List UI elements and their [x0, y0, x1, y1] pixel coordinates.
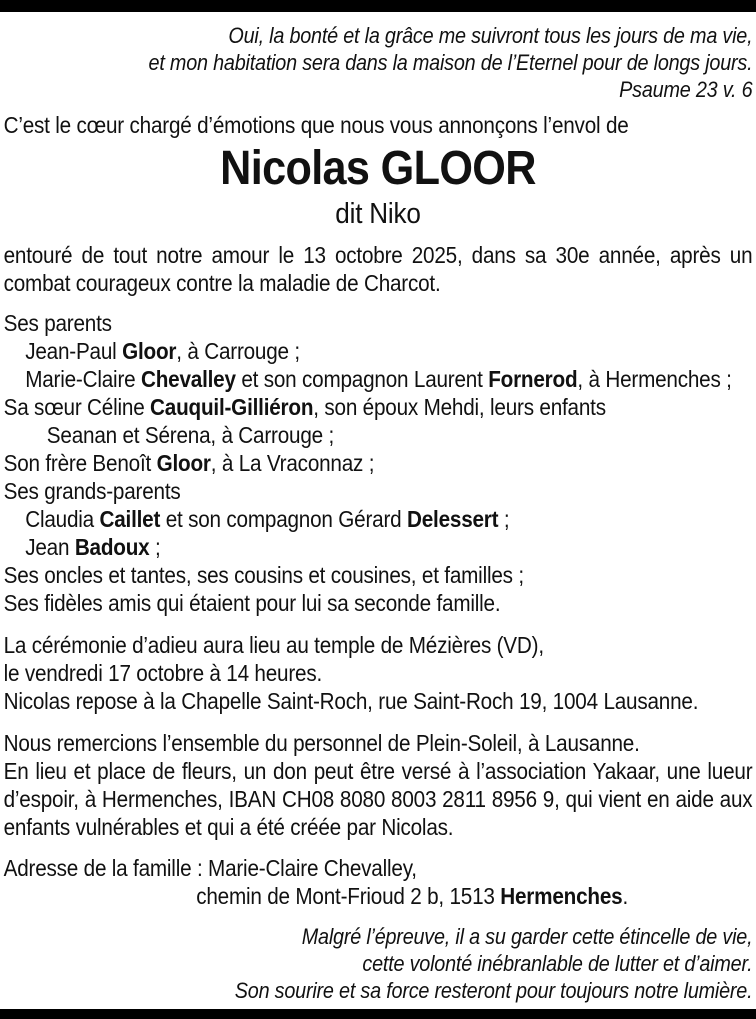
death-details: entouré de tout notre amour le 13 octobre 2025, dans sa 30e année, après un combat courageux contre la maladie de Charcot.: [3, 242, 753, 296]
family-line: Ses oncles et tantes, ses cousins et cousines, et familles ;: [3, 562, 524, 588]
closing-quote: [4, 923, 753, 1004]
family-line: Ses fidèles amis qui étaient pour lui sa seconde famille.: [3, 590, 501, 616]
address-line-2: chemin de Mont-Frioud 2 b, 1513 Hermenches.: [196, 883, 629, 909]
text-line: Malgré l’épreuve, il a su garder cette étincelle de vie,: [301, 924, 753, 949]
family-list: [4, 309, 753, 617]
family-line: Ses grands-parents: [3, 478, 181, 504]
bottom-border: [0, 1009, 756, 1019]
text-line: cette volonté inébranlable de lutter et d’aimer.: [362, 951, 753, 976]
text-line: La cérémonie d’adieu aura lieu au temple de Mézières (VD),: [3, 632, 544, 658]
obituary-page: [0, 12, 756, 1009]
family-line: Seanan et Sérena, à Carrouge ;: [46, 422, 335, 448]
ceremony-info: [4, 631, 753, 715]
text-line: et mon habitation sera dans la maison de l’Eternel pour de longs jours.: [148, 50, 753, 75]
deceased-nickname: dit Niko: [335, 198, 421, 230]
family-line: Marie-Claire Chevalley et son compagnon Laurent Fornerod, à Hermenches ;: [25, 366, 732, 392]
text-line: Oui, la bonté et la grâce me suivront tous les jours de ma vie,: [228, 23, 753, 48]
family-address: [4, 854, 753, 910]
text-line: Nicolas repose à la Chapelle Saint-Roch, rue Saint-Roch 19, 1004 Lausanne.: [3, 688, 699, 714]
text-line: Psaume 23 v. 6: [619, 77, 753, 102]
announcement-intro: C’est le cœur chargé d’émotions que nous vous annonçons l’envol de: [3, 112, 629, 138]
family-line: Jean Badoux ;: [25, 534, 161, 560]
family-line: Ses parents: [3, 310, 112, 336]
family-line: Jean-Paul Gloor, à Carrouge ;: [25, 338, 300, 364]
deceased-name: Nicolas GLOOR: [220, 142, 536, 195]
text-line: Son sourire et sa force resteront pour toujours notre lumière.: [234, 978, 753, 1003]
donation-text: En lieu et place de fleurs, un don peut être versé à l’association Yakaar, une lueur d’espoir, à Hermenches, IBAN CH08 8080 8003 2811 8956 9, qui vient en aide aux enfants vulnérables et qui a été créée par Nicolas.: [3, 758, 753, 840]
top-border: [0, 0, 756, 12]
text-line: le vendredi 17 octobre à 14 heures.: [3, 660, 323, 686]
thanks-donation-section: [4, 729, 753, 841]
thanks-line: Nous remercions l’ensemble du personnel de Plein-Soleil, à Lausanne.: [3, 730, 640, 756]
psalm-quote: [4, 22, 753, 103]
address-line-1: Adresse de la famille : Marie-Claire Chevalley,: [3, 855, 417, 881]
family-line: Sa sœur Céline Cauquil-Gilliéron, son époux Mehdi, leurs enfants: [3, 394, 606, 420]
family-line: Son frère Benoît Gloor, à La Vraconnaz ;: [3, 450, 375, 476]
family-line: Claudia Caillet et son compagnon Gérard Delessert ;: [25, 506, 510, 532]
